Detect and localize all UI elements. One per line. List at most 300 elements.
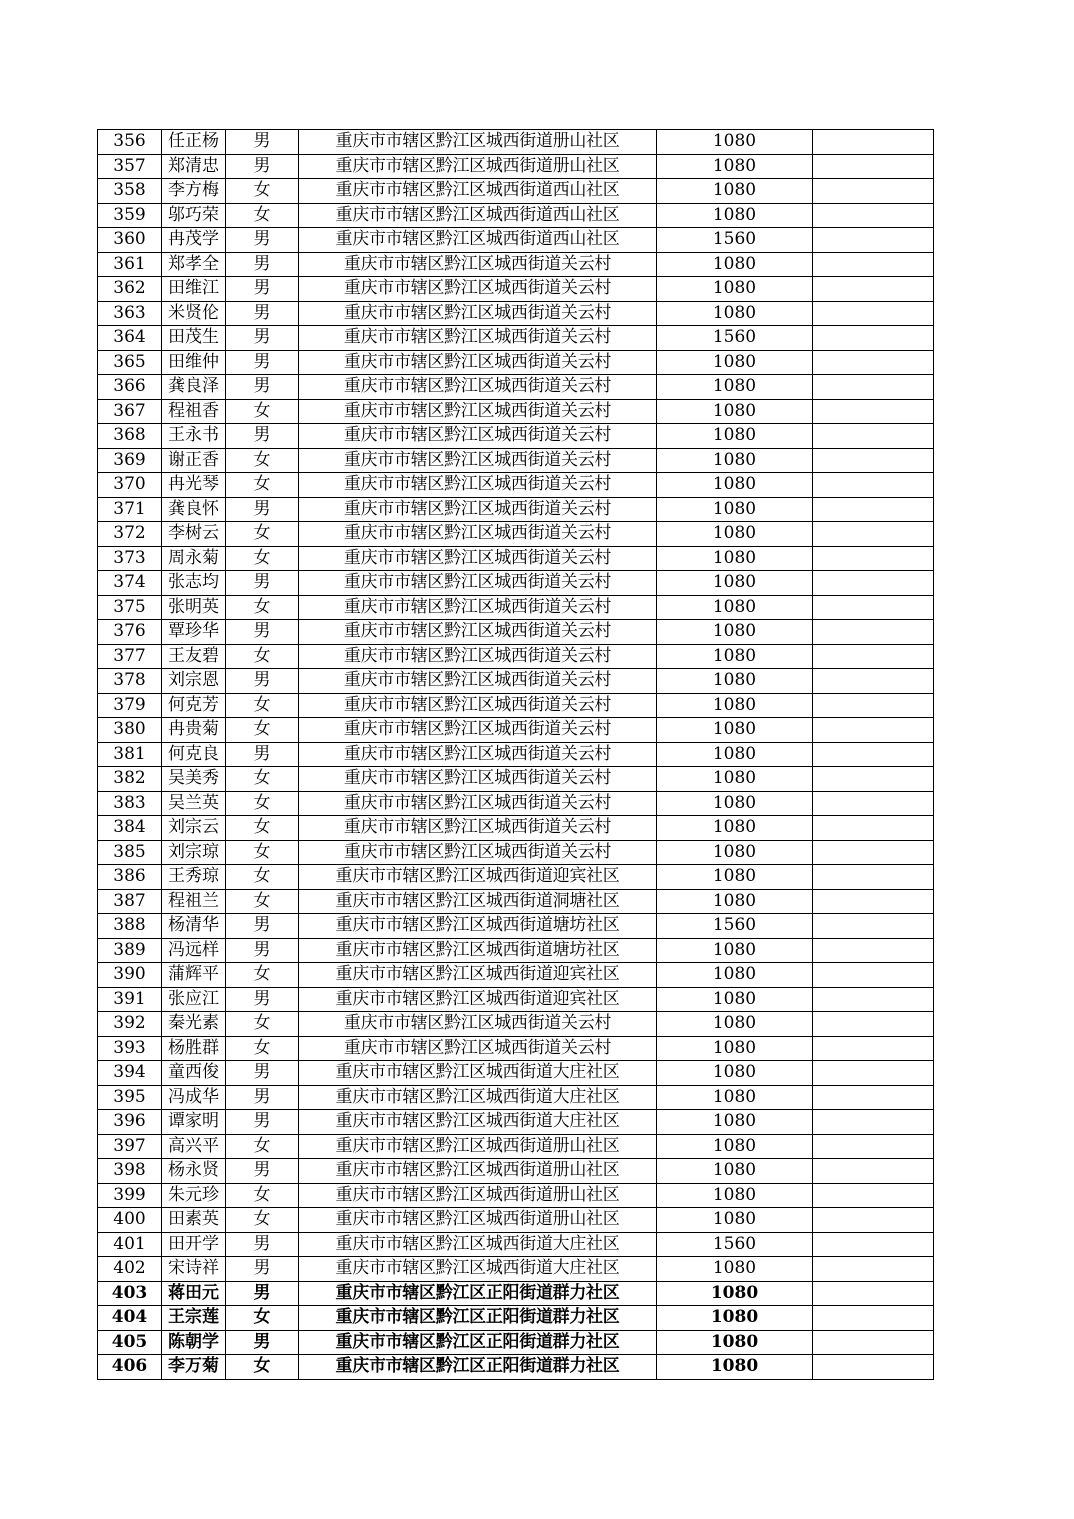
address-cell: 重庆市市辖区黔江区城西街道西山社区 bbox=[299, 203, 657, 228]
table-row bbox=[98, 816, 934, 841]
table-row bbox=[98, 742, 934, 767]
table-row bbox=[98, 767, 934, 792]
sex-cell: 男 bbox=[226, 1085, 299, 1110]
note-cell bbox=[813, 963, 934, 988]
name-cell: 陈朝学 bbox=[162, 1330, 226, 1355]
row-number-cell: 393 bbox=[98, 1036, 162, 1061]
amount-cell: 1080 bbox=[657, 1330, 813, 1355]
name-cell: 刘宗恩 bbox=[162, 669, 226, 694]
row-number-cell: 366 bbox=[98, 375, 162, 400]
row-number-cell: 365 bbox=[98, 350, 162, 375]
note-cell bbox=[813, 889, 934, 914]
amount-cell: 1080 bbox=[657, 620, 813, 645]
amount-cell: 1080 bbox=[657, 1159, 813, 1184]
name-cell: 王永书 bbox=[162, 424, 226, 449]
table-row bbox=[98, 1355, 934, 1380]
sex-cell: 女 bbox=[226, 816, 299, 841]
row-number-cell: 391 bbox=[98, 987, 162, 1012]
row-number-cell: 373 bbox=[98, 546, 162, 571]
sex-cell: 女 bbox=[226, 767, 299, 792]
table-row bbox=[98, 1330, 934, 1355]
amount-cell: 1080 bbox=[657, 1208, 813, 1233]
name-cell: 米贤伦 bbox=[162, 301, 226, 326]
amount-cell: 1080 bbox=[657, 987, 813, 1012]
address-cell: 重庆市市辖区黔江区城西街道关云村 bbox=[299, 1012, 657, 1037]
address-cell: 重庆市市辖区黔江区城西街道关云村 bbox=[299, 277, 657, 302]
sex-cell: 男 bbox=[226, 1257, 299, 1282]
sex-cell: 女 bbox=[226, 179, 299, 204]
note-cell bbox=[813, 252, 934, 277]
table-row bbox=[98, 791, 934, 816]
address-cell: 重庆市市辖区黔江区城西街道关云村 bbox=[299, 742, 657, 767]
address-cell: 重庆市市辖区黔江区城西街道迎宾社区 bbox=[299, 963, 657, 988]
address-cell: 重庆市市辖区黔江区城西街道西山社区 bbox=[299, 179, 657, 204]
sex-cell: 女 bbox=[226, 1208, 299, 1233]
table-row bbox=[98, 326, 934, 351]
name-cell: 周永菊 bbox=[162, 546, 226, 571]
amount-cell: 1560 bbox=[657, 1232, 813, 1257]
sex-cell: 女 bbox=[226, 1355, 299, 1380]
row-number-cell: 356 bbox=[98, 130, 162, 155]
name-cell: 朱元珍 bbox=[162, 1183, 226, 1208]
amount-cell: 1080 bbox=[657, 1036, 813, 1061]
sex-cell: 男 bbox=[226, 938, 299, 963]
address-cell: 重庆市市辖区黔江区城西街道关云村 bbox=[299, 816, 657, 841]
table-row bbox=[98, 399, 934, 424]
address-cell: 重庆市市辖区黔江区城西街道关云村 bbox=[299, 791, 657, 816]
address-cell: 重庆市市辖区黔江区城西街道关云村 bbox=[299, 497, 657, 522]
row-number-cell: 362 bbox=[98, 277, 162, 302]
table-row bbox=[98, 277, 934, 302]
sex-cell: 女 bbox=[226, 1012, 299, 1037]
address-cell: 重庆市市辖区黔江区城西街道洞塘社区 bbox=[299, 889, 657, 914]
address-cell: 重庆市市辖区黔江区城西街道塘坊社区 bbox=[299, 938, 657, 963]
name-cell: 龚良泽 bbox=[162, 375, 226, 400]
note-cell bbox=[813, 399, 934, 424]
note-cell bbox=[813, 1085, 934, 1110]
amount-cell: 1080 bbox=[657, 424, 813, 449]
row-number-cell: 359 bbox=[98, 203, 162, 228]
table-row bbox=[98, 1061, 934, 1086]
table-row bbox=[98, 546, 934, 571]
address-cell: 重庆市市辖区黔江区城西街道关云村 bbox=[299, 571, 657, 596]
amount-cell: 1080 bbox=[657, 571, 813, 596]
note-cell bbox=[813, 620, 934, 645]
table-row bbox=[98, 228, 934, 253]
address-cell: 重庆市市辖区黔江区城西街道关云村 bbox=[299, 620, 657, 645]
row-number-cell: 405 bbox=[98, 1330, 162, 1355]
sex-cell: 男 bbox=[226, 1110, 299, 1135]
sex-cell: 男 bbox=[226, 130, 299, 155]
amount-cell: 1080 bbox=[657, 669, 813, 694]
row-number-cell: 402 bbox=[98, 1257, 162, 1282]
address-cell: 重庆市市辖区黔江区城西街道册山社区 bbox=[299, 1134, 657, 1159]
table-row bbox=[98, 252, 934, 277]
address-cell: 重庆市市辖区黔江区城西街道册山社区 bbox=[299, 1183, 657, 1208]
name-cell: 王宗莲 bbox=[162, 1306, 226, 1331]
row-number-cell: 364 bbox=[98, 326, 162, 351]
sex-cell: 男 bbox=[226, 571, 299, 596]
amount-cell: 1080 bbox=[657, 399, 813, 424]
sex-cell: 女 bbox=[226, 595, 299, 620]
row-number-cell: 375 bbox=[98, 595, 162, 620]
address-cell: 重庆市市辖区黔江区城西街道册山社区 bbox=[299, 154, 657, 179]
name-cell: 田维仲 bbox=[162, 350, 226, 375]
table-row bbox=[98, 987, 934, 1012]
row-number-cell: 374 bbox=[98, 571, 162, 596]
address-cell: 重庆市市辖区黔江区城西街道关云村 bbox=[299, 350, 657, 375]
name-cell: 李万菊 bbox=[162, 1355, 226, 1380]
sex-cell: 女 bbox=[226, 840, 299, 865]
address-cell: 重庆市市辖区黔江区正阳街道群力社区 bbox=[299, 1355, 657, 1380]
address-cell: 重庆市市辖区黔江区城西街道关云村 bbox=[299, 473, 657, 498]
amount-cell: 1080 bbox=[657, 644, 813, 669]
sex-cell: 男 bbox=[226, 350, 299, 375]
note-cell bbox=[813, 1110, 934, 1135]
address-cell: 重庆市市辖区黔江区城西街道迎宾社区 bbox=[299, 987, 657, 1012]
table-row bbox=[98, 375, 934, 400]
row-number-cell: 385 bbox=[98, 840, 162, 865]
address-cell: 重庆市市辖区黔江区正阳街道群力社区 bbox=[299, 1330, 657, 1355]
name-cell: 冯成华 bbox=[162, 1085, 226, 1110]
name-cell: 龚良怀 bbox=[162, 497, 226, 522]
table-row bbox=[98, 424, 934, 449]
sex-cell: 男 bbox=[226, 620, 299, 645]
note-cell bbox=[813, 522, 934, 547]
note-cell bbox=[813, 1061, 934, 1086]
name-cell: 任正杨 bbox=[162, 130, 226, 155]
note-cell bbox=[813, 301, 934, 326]
row-number-cell: 372 bbox=[98, 522, 162, 547]
name-cell: 程祖香 bbox=[162, 399, 226, 424]
table-row bbox=[98, 865, 934, 890]
table-row bbox=[98, 130, 934, 155]
note-cell bbox=[813, 865, 934, 890]
name-cell: 程祖兰 bbox=[162, 889, 226, 914]
address-cell: 重庆市市辖区黔江区城西街道关云村 bbox=[299, 693, 657, 718]
address-cell: 重庆市市辖区黔江区城西街道关云村 bbox=[299, 595, 657, 620]
row-number-cell: 371 bbox=[98, 497, 162, 522]
note-cell bbox=[813, 277, 934, 302]
address-cell: 重庆市市辖区黔江区城西街道关云村 bbox=[299, 326, 657, 351]
note-cell bbox=[813, 1183, 934, 1208]
amount-cell: 1080 bbox=[657, 1061, 813, 1086]
amount-cell: 1080 bbox=[657, 963, 813, 988]
name-cell: 谢正香 bbox=[162, 448, 226, 473]
note-cell bbox=[813, 228, 934, 253]
table-row bbox=[98, 718, 934, 743]
sex-cell: 女 bbox=[226, 1134, 299, 1159]
note-cell bbox=[813, 424, 934, 449]
note-cell bbox=[813, 179, 934, 204]
table-row bbox=[98, 595, 934, 620]
name-cell: 冉茂学 bbox=[162, 228, 226, 253]
name-cell: 刘宗琼 bbox=[162, 840, 226, 865]
name-cell: 高兴平 bbox=[162, 1134, 226, 1159]
note-cell bbox=[813, 203, 934, 228]
address-cell: 重庆市市辖区黔江区城西街道大庄社区 bbox=[299, 1085, 657, 1110]
table-row bbox=[98, 938, 934, 963]
table-row bbox=[98, 497, 934, 522]
table-row bbox=[98, 1306, 934, 1331]
note-cell bbox=[813, 326, 934, 351]
name-cell: 张志均 bbox=[162, 571, 226, 596]
table-row bbox=[98, 1012, 934, 1037]
sex-cell: 女 bbox=[226, 448, 299, 473]
sex-cell: 女 bbox=[226, 1036, 299, 1061]
name-cell: 覃珍华 bbox=[162, 620, 226, 645]
row-number-cell: 360 bbox=[98, 228, 162, 253]
note-cell bbox=[813, 1306, 934, 1331]
amount-cell: 1560 bbox=[657, 326, 813, 351]
table-row bbox=[98, 963, 934, 988]
amount-cell: 1080 bbox=[657, 1134, 813, 1159]
table-row bbox=[98, 840, 934, 865]
amount-cell: 1080 bbox=[657, 130, 813, 155]
amount-cell: 1080 bbox=[657, 595, 813, 620]
name-cell: 何克芳 bbox=[162, 693, 226, 718]
sex-cell: 男 bbox=[226, 1159, 299, 1184]
address-cell: 重庆市市辖区黔江区城西街道大庄社区 bbox=[299, 1257, 657, 1282]
table-row bbox=[98, 1159, 934, 1184]
row-number-cell: 401 bbox=[98, 1232, 162, 1257]
row-number-cell: 381 bbox=[98, 742, 162, 767]
address-cell: 重庆市市辖区黔江区城西街道关云村 bbox=[299, 546, 657, 571]
name-cell: 李方梅 bbox=[162, 179, 226, 204]
address-cell: 重庆市市辖区黔江区城西街道西山社区 bbox=[299, 228, 657, 253]
sex-cell: 男 bbox=[226, 987, 299, 1012]
address-cell: 重庆市市辖区黔江区城西街道关云村 bbox=[299, 424, 657, 449]
table-row bbox=[98, 203, 934, 228]
table-body bbox=[98, 130, 934, 1380]
row-number-cell: 406 bbox=[98, 1355, 162, 1380]
sex-cell: 女 bbox=[226, 791, 299, 816]
row-number-cell: 368 bbox=[98, 424, 162, 449]
note-cell bbox=[813, 1134, 934, 1159]
sex-cell: 男 bbox=[226, 154, 299, 179]
amount-cell: 1080 bbox=[657, 375, 813, 400]
note-cell bbox=[813, 375, 934, 400]
table-row bbox=[98, 889, 934, 914]
amount-cell: 1080 bbox=[657, 742, 813, 767]
name-cell: 谭家明 bbox=[162, 1110, 226, 1135]
amount-cell: 1080 bbox=[657, 767, 813, 792]
amount-cell: 1080 bbox=[657, 448, 813, 473]
amount-cell: 1080 bbox=[657, 522, 813, 547]
name-cell: 何克良 bbox=[162, 742, 226, 767]
address-cell: 重庆市市辖区黔江区城西街道大庄社区 bbox=[299, 1232, 657, 1257]
address-cell: 重庆市市辖区黔江区城西街道关云村 bbox=[299, 669, 657, 694]
amount-cell: 1080 bbox=[657, 718, 813, 743]
address-cell: 重庆市市辖区黔江区城西街道关云村 bbox=[299, 718, 657, 743]
row-number-cell: 395 bbox=[98, 1085, 162, 1110]
table-row bbox=[98, 1134, 934, 1159]
name-cell: 蒲辉平 bbox=[162, 963, 226, 988]
amount-cell: 1080 bbox=[657, 840, 813, 865]
name-cell: 郑清忠 bbox=[162, 154, 226, 179]
name-cell: 郑孝全 bbox=[162, 252, 226, 277]
row-number-cell: 382 bbox=[98, 767, 162, 792]
amount-cell: 1080 bbox=[657, 791, 813, 816]
address-cell: 重庆市市辖区黔江区正阳街道群力社区 bbox=[299, 1306, 657, 1331]
amount-cell: 1560 bbox=[657, 228, 813, 253]
note-cell bbox=[813, 154, 934, 179]
name-cell: 吴兰英 bbox=[162, 791, 226, 816]
note-cell bbox=[813, 693, 934, 718]
table-row bbox=[98, 669, 934, 694]
address-cell: 重庆市市辖区黔江区城西街道关云村 bbox=[299, 301, 657, 326]
amount-cell: 1080 bbox=[657, 277, 813, 302]
table-row bbox=[98, 1208, 934, 1233]
row-number-cell: 377 bbox=[98, 644, 162, 669]
sex-cell: 男 bbox=[226, 252, 299, 277]
amount-cell: 1080 bbox=[657, 252, 813, 277]
amount-cell: 1080 bbox=[657, 497, 813, 522]
name-cell: 秦光素 bbox=[162, 1012, 226, 1037]
note-cell bbox=[813, 1036, 934, 1061]
note-cell bbox=[813, 1355, 934, 1380]
note-cell bbox=[813, 644, 934, 669]
amount-cell: 1080 bbox=[657, 473, 813, 498]
table-row bbox=[98, 644, 934, 669]
note-cell bbox=[813, 987, 934, 1012]
table-row bbox=[98, 1232, 934, 1257]
name-cell: 杨胜群 bbox=[162, 1036, 226, 1061]
note-cell bbox=[813, 473, 934, 498]
amount-cell: 1080 bbox=[657, 1355, 813, 1380]
note-cell bbox=[813, 1257, 934, 1282]
name-cell: 王友碧 bbox=[162, 644, 226, 669]
note-cell bbox=[813, 1232, 934, 1257]
row-number-cell: 400 bbox=[98, 1208, 162, 1233]
row-number-cell: 388 bbox=[98, 914, 162, 939]
row-number-cell: 389 bbox=[98, 938, 162, 963]
amount-cell: 1560 bbox=[657, 914, 813, 939]
amount-cell: 1080 bbox=[657, 154, 813, 179]
table-row bbox=[98, 1110, 934, 1135]
amount-cell: 1080 bbox=[657, 301, 813, 326]
table-row bbox=[98, 1183, 934, 1208]
name-cell: 杨清华 bbox=[162, 914, 226, 939]
row-number-cell: 361 bbox=[98, 252, 162, 277]
amount-cell: 1080 bbox=[657, 1281, 813, 1306]
amount-cell: 1080 bbox=[657, 693, 813, 718]
amount-cell: 1080 bbox=[657, 179, 813, 204]
sex-cell: 男 bbox=[226, 1281, 299, 1306]
row-number-cell: 399 bbox=[98, 1183, 162, 1208]
amount-cell: 1080 bbox=[657, 1183, 813, 1208]
row-number-cell: 387 bbox=[98, 889, 162, 914]
row-number-cell: 357 bbox=[98, 154, 162, 179]
amount-cell: 1080 bbox=[657, 889, 813, 914]
row-number-cell: 363 bbox=[98, 301, 162, 326]
address-cell: 重庆市市辖区黔江区城西街道册山社区 bbox=[299, 130, 657, 155]
sex-cell: 男 bbox=[226, 375, 299, 400]
table-row bbox=[98, 179, 934, 204]
table-row bbox=[98, 1085, 934, 1110]
address-cell: 重庆市市辖区黔江区城西街道关云村 bbox=[299, 1036, 657, 1061]
row-number-cell: 358 bbox=[98, 179, 162, 204]
sex-cell: 女 bbox=[226, 1306, 299, 1331]
name-cell: 刘宗云 bbox=[162, 816, 226, 841]
note-cell bbox=[813, 1281, 934, 1306]
address-cell: 重庆市市辖区黔江区正阳街道群力社区 bbox=[299, 1281, 657, 1306]
address-cell: 重庆市市辖区黔江区城西街道关云村 bbox=[299, 767, 657, 792]
sex-cell: 男 bbox=[226, 301, 299, 326]
table-row bbox=[98, 1257, 934, 1282]
amount-cell: 1080 bbox=[657, 203, 813, 228]
table-row bbox=[98, 620, 934, 645]
address-cell: 重庆市市辖区黔江区城西街道关云村 bbox=[299, 252, 657, 277]
sex-cell: 男 bbox=[226, 228, 299, 253]
name-cell: 冯远样 bbox=[162, 938, 226, 963]
row-number-cell: 386 bbox=[98, 865, 162, 890]
sex-cell: 女 bbox=[226, 963, 299, 988]
sex-cell: 男 bbox=[226, 497, 299, 522]
sex-cell: 女 bbox=[226, 865, 299, 890]
note-cell bbox=[813, 914, 934, 939]
name-cell: 王秀琼 bbox=[162, 865, 226, 890]
sex-cell: 男 bbox=[226, 424, 299, 449]
note-cell bbox=[813, 938, 934, 963]
note-cell bbox=[813, 840, 934, 865]
table-row bbox=[98, 154, 934, 179]
table-row bbox=[98, 571, 934, 596]
name-cell: 蒋田元 bbox=[162, 1281, 226, 1306]
row-number-cell: 369 bbox=[98, 448, 162, 473]
address-cell: 重庆市市辖区黔江区城西街道册山社区 bbox=[299, 1159, 657, 1184]
address-cell: 重庆市市辖区黔江区城西街道关云村 bbox=[299, 522, 657, 547]
address-cell: 重庆市市辖区黔江区城西街道塘坊社区 bbox=[299, 914, 657, 939]
sex-cell: 男 bbox=[226, 1061, 299, 1086]
amount-cell: 1080 bbox=[657, 1306, 813, 1331]
note-cell bbox=[813, 595, 934, 620]
sex-cell: 男 bbox=[226, 277, 299, 302]
row-number-cell: 383 bbox=[98, 791, 162, 816]
table-row bbox=[98, 914, 934, 939]
row-number-cell: 378 bbox=[98, 669, 162, 694]
name-cell: 杨永贤 bbox=[162, 1159, 226, 1184]
data-table bbox=[97, 129, 934, 1380]
name-cell: 宋诗祥 bbox=[162, 1257, 226, 1282]
address-cell: 重庆市市辖区黔江区城西街道关云村 bbox=[299, 644, 657, 669]
address-cell: 重庆市市辖区黔江区城西街道关云村 bbox=[299, 375, 657, 400]
address-cell: 重庆市市辖区黔江区城西街道大庄社区 bbox=[299, 1061, 657, 1086]
sex-cell: 女 bbox=[226, 889, 299, 914]
amount-cell: 1080 bbox=[657, 865, 813, 890]
note-cell bbox=[813, 1330, 934, 1355]
table-row bbox=[98, 522, 934, 547]
note-cell bbox=[813, 816, 934, 841]
address-cell: 重庆市市辖区黔江区城西街道大庄社区 bbox=[299, 1110, 657, 1135]
address-cell: 重庆市市辖区黔江区城西街道关云村 bbox=[299, 399, 657, 424]
amount-cell: 1080 bbox=[657, 546, 813, 571]
row-number-cell: 370 bbox=[98, 473, 162, 498]
row-number-cell: 398 bbox=[98, 1159, 162, 1184]
note-cell bbox=[813, 571, 934, 596]
row-number-cell: 380 bbox=[98, 718, 162, 743]
sex-cell: 女 bbox=[226, 203, 299, 228]
amount-cell: 1080 bbox=[657, 938, 813, 963]
sex-cell: 女 bbox=[226, 546, 299, 571]
note-cell bbox=[813, 448, 934, 473]
amount-cell: 1080 bbox=[657, 1257, 813, 1282]
table-row bbox=[98, 473, 934, 498]
name-cell: 田维江 bbox=[162, 277, 226, 302]
sex-cell: 男 bbox=[226, 326, 299, 351]
note-cell bbox=[813, 350, 934, 375]
name-cell: 童西俊 bbox=[162, 1061, 226, 1086]
